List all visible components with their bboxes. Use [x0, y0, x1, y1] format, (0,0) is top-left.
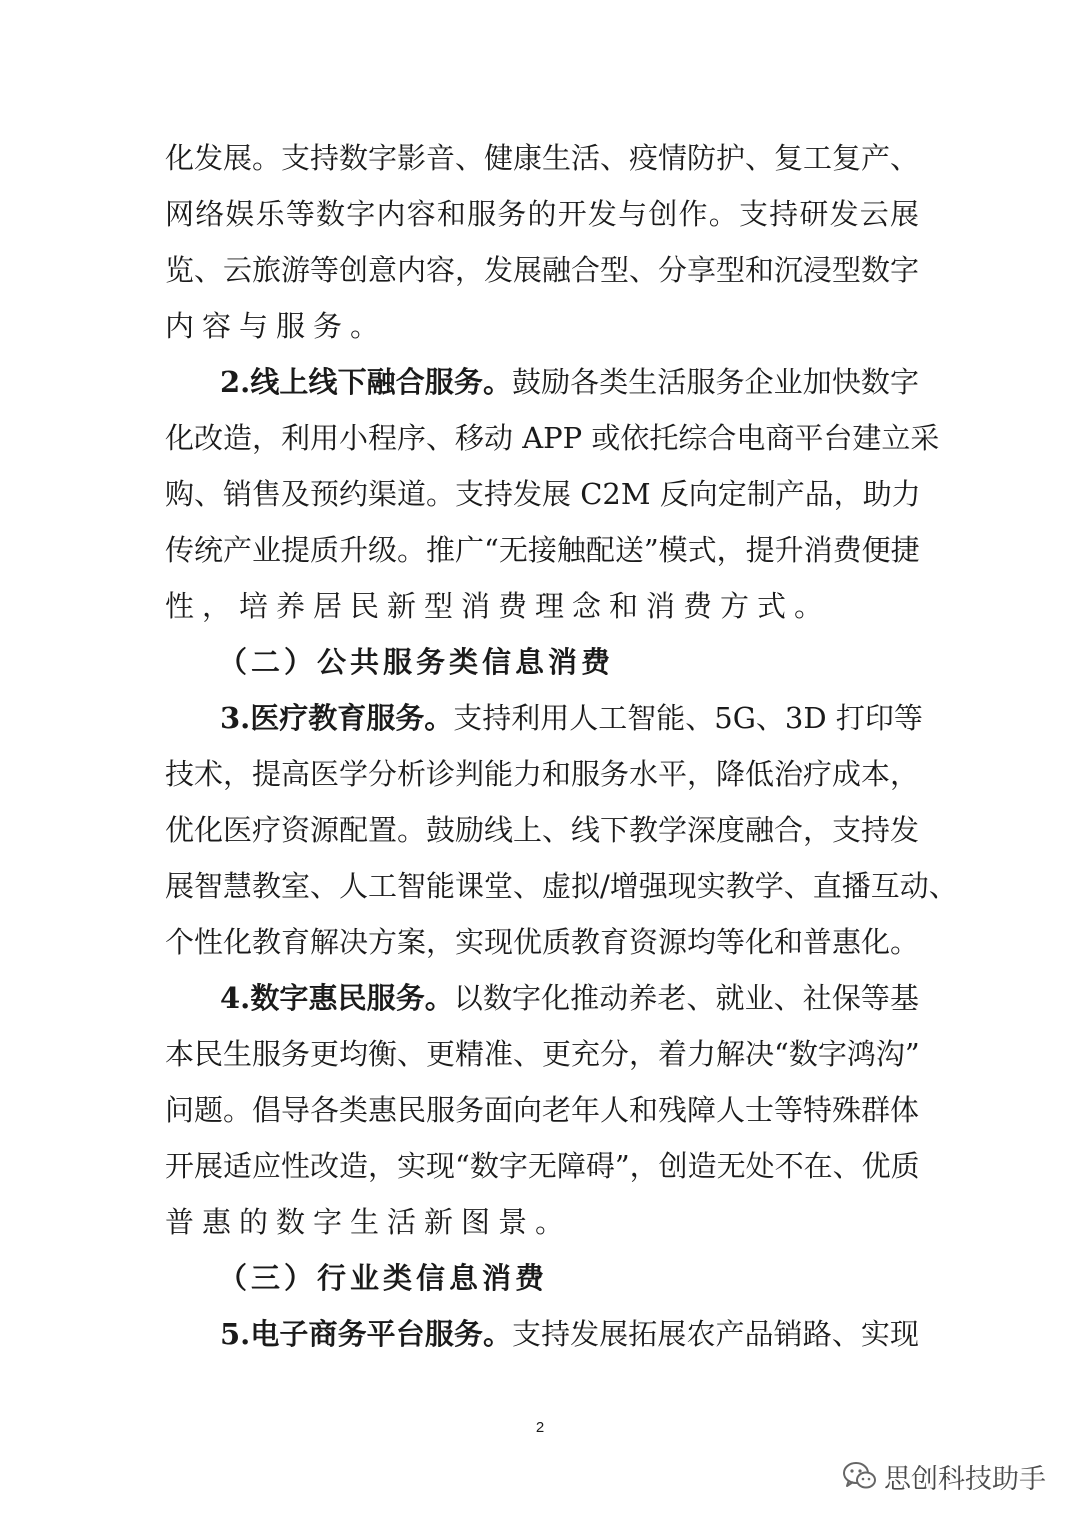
- text-line: 览、云旅游等创意内容，发展融合型、分享型和沉浸型数字: [165, 253, 920, 287]
- watermark: [842, 1456, 1046, 1496]
- text-line: 网络娱乐等数字内容和服务的开发与创作。支持研发云展: [165, 197, 919, 231]
- text-line: 化改造，利用小程序、移动 APP 或依托综合电商平台建立采: [165, 421, 940, 455]
- paragraph-first-line: [220, 978, 919, 1018]
- item-lead: 4.数字惠民服务。: [220, 981, 454, 1015]
- watermark-text: 思创科技助手: [884, 1463, 1046, 1495]
- paragraph-first-line: [220, 698, 923, 738]
- paragraph-first-line: [220, 1314, 919, 1354]
- text-line: 本民生服务更均衡、更精准、更充分，着力解决“数字鸿沟”: [165, 1037, 920, 1071]
- text-line: 性，培养居民新型消费理念和消费方式。: [165, 589, 832, 623]
- section-heading: （二）公共服务类信息消费: [218, 645, 615, 679]
- text-line: 展智慧教室、人工智能课堂、虚拟/增强现实教学、直播互动、: [165, 869, 958, 903]
- text-line: 问题。倡导各类惠民服务面向老年人和残障人士等特殊群体: [165, 1093, 920, 1127]
- text-line: 购、销售及预约渠道。支持发展 C2M 反向定制产品，助力: [165, 477, 921, 511]
- section-heading: （三）行业类信息消费: [218, 1261, 549, 1295]
- text-line: 传统产业提质升级。推广“无接触配送”模式，提升消费便捷: [165, 533, 920, 567]
- item-text: 支持发展拓展农产品销路、实现: [512, 1317, 919, 1351]
- page-number: 2: [535, 1419, 545, 1436]
- text-line: 内容与服务。: [165, 309, 388, 343]
- text-line: 个性化教育解决方案，实现优质教育资源均等化和普惠化。: [165, 925, 920, 959]
- wechat-icon: [842, 1460, 878, 1492]
- item-text: 以数字化推动养老、就业、社保等基: [453, 981, 919, 1015]
- item-text: 鼓励各类生活服务企业加快数字: [512, 365, 919, 399]
- item-text: 支持利用人工智能、5G、3D 打印等: [453, 701, 923, 735]
- text-line: 开展适应性改造，实现“数字无障碍”，创造无处不在、优质: [165, 1149, 920, 1183]
- item-lead: 3.医疗教育服务。: [220, 701, 454, 735]
- item-lead: 5.电子商务平台服务。: [220, 1317, 513, 1351]
- text-line: 技术，提高医学分析诊判能力和服务水平，降低治疗成本，: [165, 757, 920, 791]
- text-line: 化发展。支持数字影音、健康生活、疫情防护、复工复产、: [165, 141, 920, 175]
- paragraph-first-line: [220, 362, 919, 402]
- item-lead: 2.线上线下融合服务。: [220, 365, 513, 399]
- text-line: 优化医疗资源配置。鼓励线上、线下教学深度融合，支持发: [165, 813, 920, 847]
- text-line: 普惠的数字生活新图景。: [165, 1205, 573, 1239]
